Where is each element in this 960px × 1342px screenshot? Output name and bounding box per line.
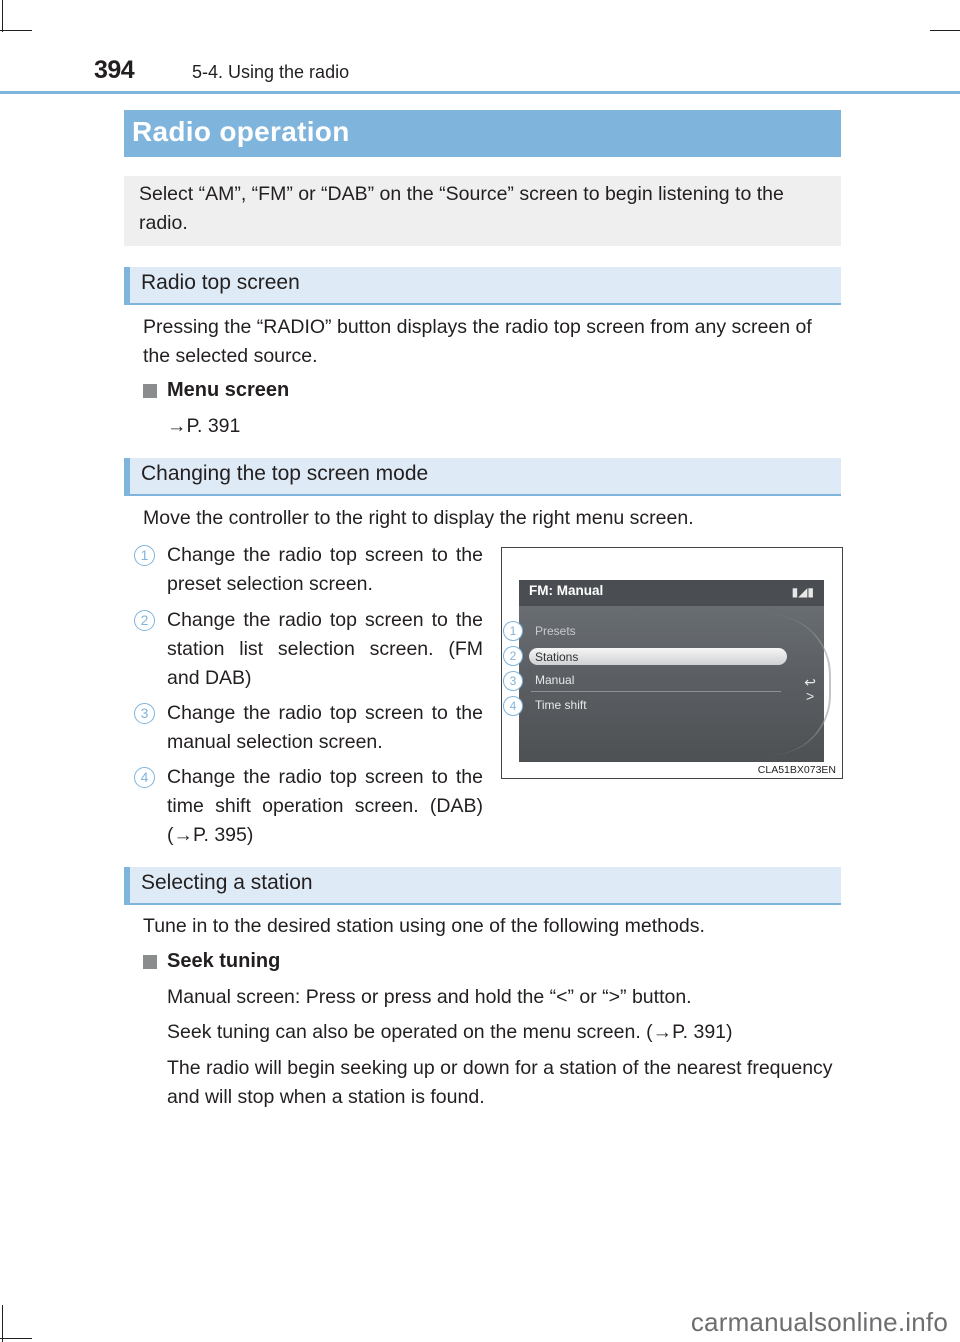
step-number-1: 1	[134, 545, 155, 566]
heading-accent	[124, 267, 130, 305]
heading-text: Radio top screen	[141, 271, 300, 294]
square-bullet-icon	[143, 955, 157, 969]
header-rule	[0, 91, 960, 94]
section-label: 5-4. Using the radio	[192, 62, 350, 82]
menu-item-stations: Stations	[535, 650, 579, 664]
seek-tuning-heading: Seek tuning	[167, 950, 281, 972]
radio-top-screen-heading	[124, 267, 841, 305]
intro-text: Select “AM”, “FM” or “DAB” on the “Source” screen to begin listening to the radio.	[139, 183, 784, 234]
crop-mark	[2, 1305, 3, 1342]
step-number-3: 3	[134, 703, 155, 724]
heading-accent	[124, 867, 130, 905]
callout-3: 3	[503, 671, 523, 691]
radio-display	[519, 580, 824, 762]
illustration-code: CLA51BX073EN	[757, 764, 836, 776]
menu-arc-decoration	[769, 615, 831, 755]
crop-mark	[2, 0, 3, 32]
changing-mode-heading	[124, 458, 841, 496]
list-item: Change the radio top screen to the station list selection screen. (FM and DAB)	[167, 609, 483, 689]
menu-item-time-shift: Time shift	[535, 698, 587, 712]
callout-2: 2	[503, 646, 523, 666]
menu-item-manual: Manual	[535, 673, 575, 687]
selecting-station-text: Tune in to the desired station using one of the following methods.	[143, 915, 705, 937]
display-title: FM: Manual	[529, 583, 604, 598]
callout-1: 1	[503, 621, 523, 641]
seek-line-2: Seek tuning can also be operated on the menu screen. (→P. 391)	[167, 1021, 733, 1043]
menu-item-presets: Presets	[535, 624, 576, 638]
step-number-4: 4	[134, 767, 155, 788]
crop-mark	[0, 30, 32, 31]
changing-mode-text: Move the controller to the right to display the right menu screen.	[143, 507, 694, 529]
display-nav-arrows	[804, 675, 816, 703]
page-title-bar	[124, 110, 841, 157]
list-item: Change the radio top screen to the time shift operation screen. (DAB) (→P. 395)	[167, 766, 483, 846]
display-title-bar	[519, 580, 824, 606]
signal-status-icon: ▮◢▮	[791, 585, 814, 599]
heading-text: Changing the top screen mode	[141, 462, 429, 485]
menu-screen-heading: Menu screen	[167, 379, 290, 401]
heading-text: Selecting a station	[141, 871, 313, 894]
menu-divider	[531, 691, 781, 692]
intro-box	[124, 176, 841, 246]
chevron-right-icon: >	[806, 688, 815, 704]
crop-mark	[930, 30, 960, 31]
menu-screen-ref: →P. 391	[167, 415, 241, 437]
callout-4: 4	[503, 696, 523, 716]
crop-mark	[0, 1338, 32, 1339]
back-arrow-icon: ↩	[804, 674, 816, 690]
watermark: carmanualsonline.info	[690, 1307, 948, 1337]
radio-screen-illustration	[501, 547, 843, 779]
list-item: Change the radio top screen to the manual selection screen.	[167, 702, 483, 753]
step-number-2: 2	[134, 610, 155, 631]
list-item: Change the radio top screen to the preset selection screen.	[167, 544, 483, 595]
seek-line-3: The radio will begin seeking up or down for a station of the nearest frequency and will stop when a station is found.	[167, 1057, 833, 1108]
square-bullet-icon	[143, 384, 157, 398]
page-title: Radio operation	[132, 116, 350, 147]
heading-accent	[124, 458, 130, 496]
selecting-station-heading	[124, 867, 841, 905]
page-number: 394	[94, 56, 135, 84]
seek-line-1: Manual screen: Press or press and hold the “<” or “>” button.	[167, 986, 692, 1008]
radio-top-screen-text: Pressing the “RADIO” button displays the radio top screen from any screen of the selected source.	[143, 316, 812, 367]
